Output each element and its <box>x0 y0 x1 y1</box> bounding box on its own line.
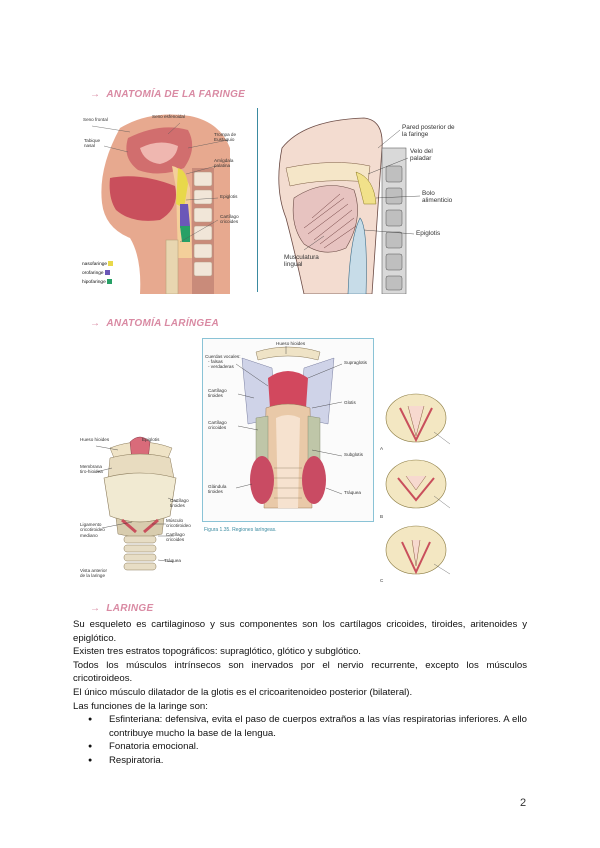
label-falsas: - falsas <box>208 359 223 364</box>
label-seno-esfenoidal: Seno esfenoidal <box>152 114 185 119</box>
glottis-views-illustration <box>378 390 464 586</box>
label-cartilago-tiroides-4: Cartílago tiroides <box>208 388 227 399</box>
figure-glottis-views <box>378 390 464 586</box>
arrow-icon: → <box>90 603 101 614</box>
section-title-faringe <box>90 89 245 100</box>
paragraph: Existen tres estratos topográficos: supraglótico, glótico y subglótico. <box>73 646 361 658</box>
figure-pharynx-sagittal <box>80 108 260 294</box>
functions-list <box>73 713 527 767</box>
label-verdaderas: - verdaderas <box>208 364 234 369</box>
label-epiglotis: Epiglotis <box>220 194 238 199</box>
label-cuerdas-vocales: Cuerdas vocales: <box>205 354 241 359</box>
label-musculatura-lingual: Musculatura lingual <box>284 254 319 269</box>
paragraph: Su esqueleto es cartilaginoso y sus componentes son los cartílagos cricoides, tiroides, aritenoides y epiglótico. <box>73 619 527 644</box>
label-vista-anterior: Vista anterior de la laringe <box>80 568 107 579</box>
view-letter: A <box>380 446 384 451</box>
paragraph: Las funciones de la laringe son: <box>73 700 208 712</box>
label-hueso-hioides: Hueso hioides <box>80 437 110 442</box>
label-ligamento: Ligamento cricotiroideo mediano <box>80 522 105 538</box>
view-letter: B <box>380 514 384 519</box>
label-bolo-alimenticio: Bolo alimenticio <box>422 190 453 205</box>
label-glotis: Glotis <box>344 400 356 405</box>
label-traquea-4: Tráquea <box>344 490 361 495</box>
label-epiglotis-2: Epiglotis <box>416 230 441 237</box>
label-cartilago-cricoides-3: Cartílago cricoides <box>166 532 185 543</box>
paragraph: El único músculo dilatador de la glotis es el cricoaritenoideo posterior (bilateral). <box>73 686 413 698</box>
section-title-laringe <box>90 603 153 614</box>
label-cartilago-cricoides: Cartílago cricoides <box>220 214 239 225</box>
page-number: 2 <box>520 797 527 809</box>
label-trompa: Trompa de Eustaquio <box>214 132 237 143</box>
label-velo-paladar: Velo del paladar <box>410 148 433 163</box>
paragraph: Todos los músculos intrínsecos son inervados por el nervio recurrente, excepto los músculos cricotiroideos. <box>73 659 527 685</box>
arrow-icon: → <box>90 89 101 100</box>
label-glandula-tiroides: Glándula tiroides <box>208 484 227 495</box>
label-musculo: Músculo cricotiroideo <box>166 518 191 529</box>
list-item: ● Esfinteriana: defensiva, evita el paso de cuerpos extraños a las vías respiratorias inferiores. A ello contribuye mucho la base de la lengua. <box>73 713 527 740</box>
figure-larynx-anterior <box>78 432 202 584</box>
legend-item: nasofaringe <box>82 260 113 269</box>
figure-swallowing <box>264 108 460 294</box>
label-amigdala: Amígdala palatina <box>214 158 234 169</box>
label-traquea-3: Tráquea <box>164 558 181 563</box>
section-title-laringea <box>90 318 219 329</box>
legend-swatch <box>107 279 112 284</box>
label-supraglotis: Supraglotis <box>344 360 367 365</box>
legend-item: orofaringe <box>82 269 113 278</box>
label-hueso-hioides-4: Hueso hioides <box>276 341 306 346</box>
section-title-text: LARINGE <box>106 603 154 614</box>
label-cartilago-cricoides-4: Cartílago cricoides <box>208 420 227 431</box>
section-title-text: ANATOMÍA DE LA FARINGE <box>106 89 246 100</box>
label-subglotis: Subglotis <box>344 452 363 457</box>
label-seno-frontal: Seno frontal <box>83 117 108 122</box>
body-text <box>73 618 527 768</box>
legend-swatch <box>105 270 110 275</box>
figure-divider <box>257 108 258 292</box>
list-item: ● Fonatoria emocional. <box>73 740 527 754</box>
label-tabique-nasal: Tabique nasal <box>84 138 101 149</box>
label-pared-posterior: Pared posterior de la faringe <box>402 124 455 139</box>
list-item: ● Respiratoria. <box>73 754 527 768</box>
legend-item: hipofaringe <box>82 278 113 287</box>
pharynx-legend <box>82 260 113 287</box>
label-cartilago-tiroides: Cartílago tiroides <box>170 498 189 509</box>
section-title-text: ANATOMÍA LARÍNGEA <box>106 318 220 329</box>
view-letter: C <box>380 578 384 583</box>
arrow-icon: → <box>90 318 101 329</box>
figure-larynx-regions <box>202 338 374 538</box>
legend-swatch <box>108 261 113 266</box>
figure-caption: Figura 1.35. Regiones laríngeas. <box>204 527 277 533</box>
label-membrana: Membrana tiro-hioidea <box>80 464 103 475</box>
label-epiglotis-3: Epiglotis <box>142 437 160 442</box>
